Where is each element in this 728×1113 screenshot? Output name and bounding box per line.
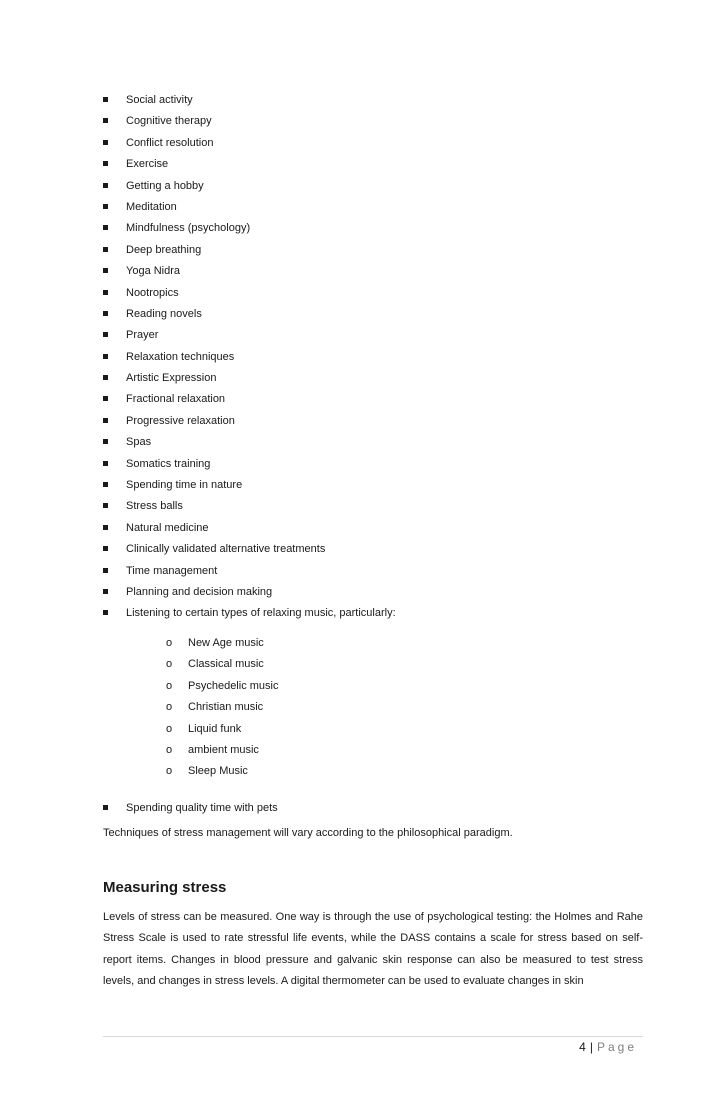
list-item-text: Stress balls [126, 500, 183, 513]
list-item-text: Yoga Nidra [126, 265, 181, 278]
list-item [0, 541, 728, 562]
circle-bullet-icon: o [166, 743, 173, 756]
square-bullet-icon [103, 247, 108, 252]
list-item [0, 584, 728, 605]
square-bullet-icon [103, 140, 108, 145]
square-bullet-icon [103, 439, 108, 444]
page-footer [579, 1039, 637, 1056]
list-item [0, 285, 728, 306]
sub-list-item-text: ambient music [188, 743, 259, 756]
square-bullet-icon [103, 396, 108, 401]
list-item [0, 156, 728, 177]
page-label: Page [596, 1040, 637, 1054]
square-bullet-icon [103, 204, 108, 209]
list-item-text: Nootropics [126, 286, 179, 299]
list-item-text: Artistic Expression [126, 372, 217, 385]
list-item-text: Spas [126, 436, 152, 449]
list-item [0, 92, 728, 113]
list-item [0, 135, 728, 156]
list-item-text: Time management [126, 564, 218, 577]
sub-list-item [0, 763, 728, 784]
square-bullet-icon [103, 118, 108, 123]
list-item [0, 605, 728, 626]
square-bullet-icon [103, 568, 108, 573]
list-item [0, 370, 728, 391]
list-item-text: Relaxation techniques [126, 350, 235, 363]
list-item-text: Mindfulness (psychology) [126, 222, 251, 235]
sub-list-item [0, 635, 728, 656]
list-item-pets [0, 800, 728, 820]
list-item [0, 563, 728, 584]
list-item-text: Listening to certain types of relaxing music, particularly: [126, 607, 396, 620]
circle-bullet-icon: o [166, 722, 173, 735]
list-item-text: Getting a hobby [126, 179, 204, 192]
sub-list-item-text: Christian music [188, 701, 264, 714]
list-item-text: Natural medicine [126, 521, 209, 534]
sub-list-item-text: Liquid funk [188, 722, 242, 735]
list-item [0, 199, 728, 220]
square-bullet-icon [103, 525, 108, 530]
square-bullet-icon [103, 290, 108, 295]
list-item-text: Clinically validated alternative treatments [126, 543, 326, 556]
list-item [0, 477, 728, 498]
circle-bullet-icon: o [166, 679, 173, 692]
circle-bullet-icon: o [166, 701, 173, 714]
footer-divider [103, 1036, 643, 1037]
list-item-text: Exercise [126, 158, 169, 171]
list-item [0, 242, 728, 263]
list-item-text: Conflict resolution [126, 136, 214, 149]
body-paragraph: Levels of stress can be measured. One way is through the use of psychological testing: the Holmes and Rahe Stress Scale is used to rate stressful life events, while the DASS contains a scale for stress based on self-report items. Changes in blood pressure and galvanic skin response can also be measured to test stress levels, and changes in stress levels. A digital thermometer can be used to evaluate changes in skin [103, 911, 643, 987]
circle-bullet-icon: o [166, 637, 173, 649]
square-bullet-icon [103, 418, 108, 423]
list-item-text: Prayer [126, 329, 159, 342]
sub-list-item-text: Psychedelic music [188, 679, 279, 692]
sub-list-item [0, 656, 728, 677]
sub-list-item [0, 678, 728, 699]
list-item-text: Planning and decision making [126, 585, 273, 598]
sub-list-item [0, 721, 728, 742]
square-bullet-icon [103, 589, 108, 594]
list-item-text: Meditation [126, 200, 177, 213]
square-bullet-icon [103, 161, 108, 166]
list-item [0, 456, 728, 477]
sub-list-item-text: New Age music [188, 637, 264, 649]
sub-list-item [0, 742, 728, 763]
list-item [0, 520, 728, 541]
square-bullet-icon [103, 354, 108, 359]
list-item [0, 413, 728, 434]
list-item [0, 220, 728, 241]
list-item-text: Spending time in nature [126, 479, 243, 492]
square-bullet-icon [103, 503, 108, 508]
square-bullet-icon [103, 482, 108, 487]
square-bullet-icon [103, 375, 108, 380]
sub-list-item-text: Sleep Music [188, 765, 248, 778]
square-bullet-icon [103, 461, 108, 466]
list-item [0, 263, 728, 284]
list-item [0, 113, 728, 134]
sub-list-item [0, 699, 728, 720]
circle-bullet-icon: o [166, 658, 173, 671]
music-sub-list [0, 635, 728, 785]
square-bullet-icon [103, 546, 108, 551]
circle-bullet-icon: o [166, 765, 173, 778]
list-item [0, 349, 728, 370]
list-item-text: Progressive relaxation [126, 414, 235, 427]
square-bullet-icon [103, 225, 108, 230]
list-item-text: Reading novels [126, 307, 202, 320]
square-bullet-icon [103, 332, 108, 337]
list-item [0, 498, 728, 519]
list-item-text: Somatics training [126, 457, 211, 470]
list-item [0, 306, 728, 327]
square-bullet-icon [103, 805, 108, 810]
square-bullet-icon [103, 311, 108, 316]
list-item [0, 178, 728, 199]
list-item [0, 434, 728, 455]
list-item-text: Spending quality time with pets [126, 802, 278, 814]
techniques-sentence: Techniques of stress management will vary according to the philosophical paradigm. [103, 827, 513, 839]
sub-list-item-text: Classical music [188, 658, 264, 671]
bullet-list [0, 92, 728, 627]
section-heading: Measuring stress [103, 879, 227, 896]
list-item-text: Deep breathing [126, 243, 202, 256]
square-bullet-icon [103, 268, 108, 273]
square-bullet-icon [103, 97, 108, 102]
list-item-text: Social activity [126, 94, 193, 106]
square-bullet-icon [103, 183, 108, 188]
list-item-text: Fractional relaxation [126, 393, 226, 406]
page-number: 4 [579, 1040, 586, 1054]
square-bullet-icon [103, 610, 108, 615]
footer-separator: | [589, 1040, 593, 1054]
list-item [0, 327, 728, 348]
list-item [0, 391, 728, 412]
list-item-text: Cognitive therapy [126, 115, 212, 128]
